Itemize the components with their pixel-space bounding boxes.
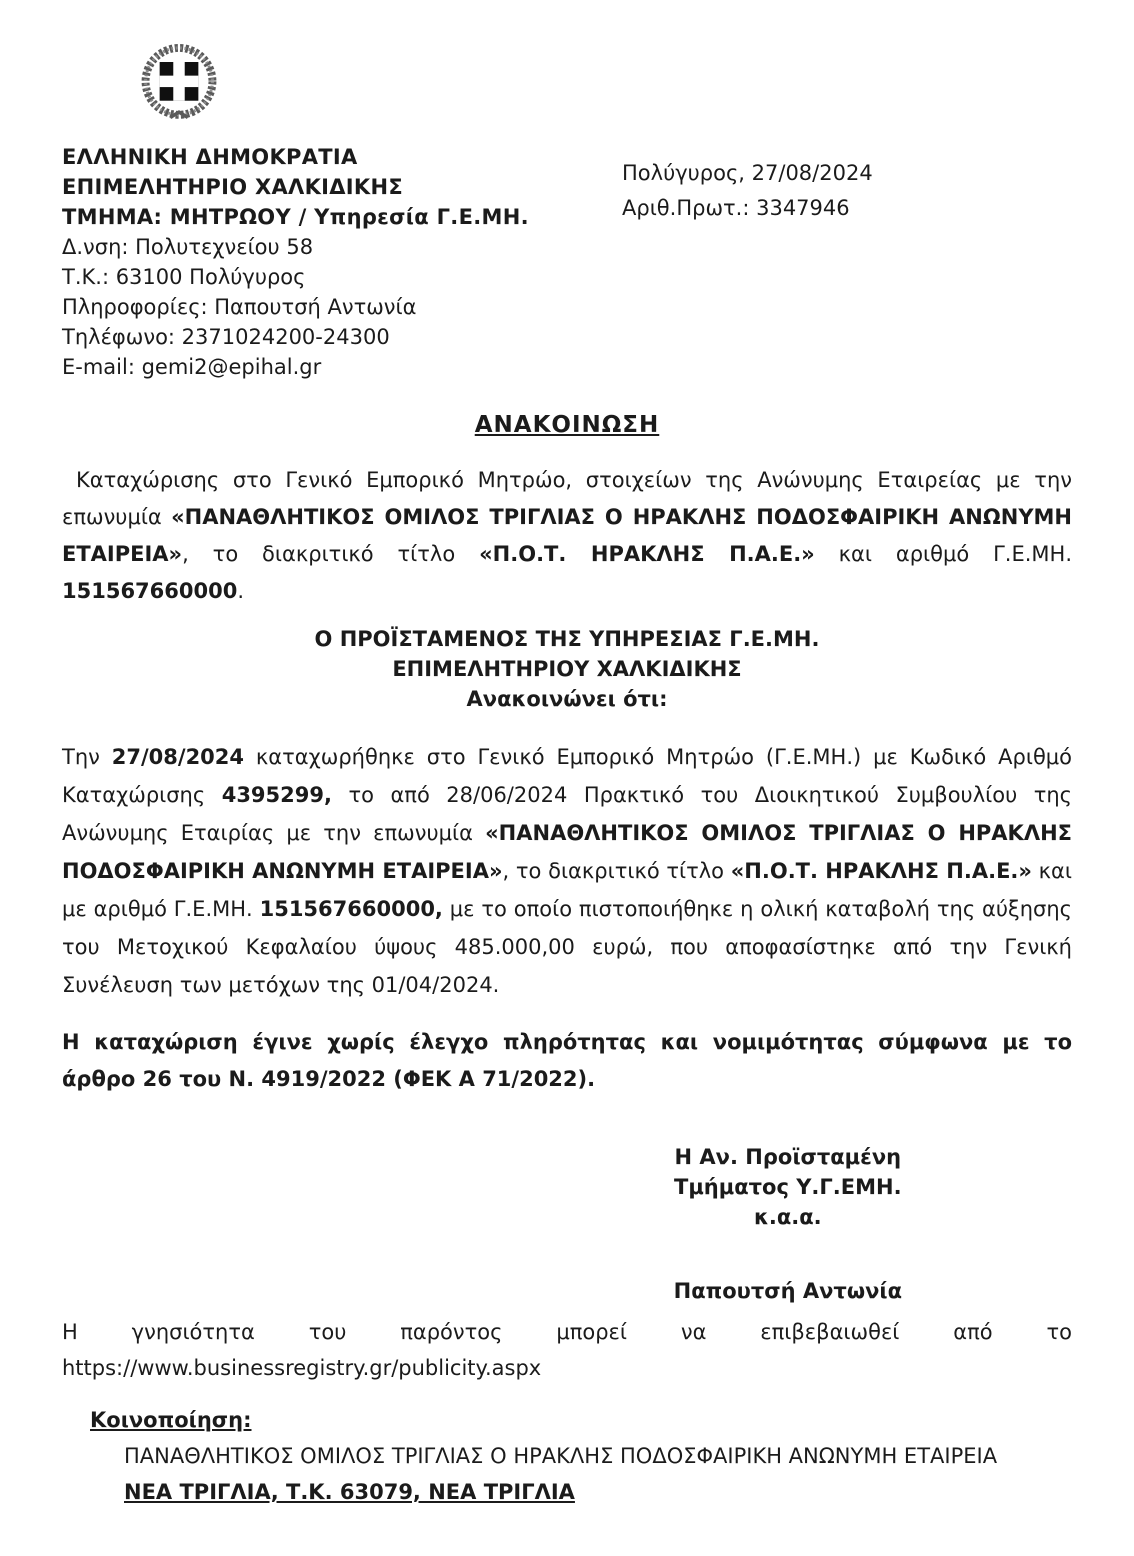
sender-email: E-mail: gemi2@epihal.gr: [62, 355, 322, 379]
signer-name: Παπουτσή Αντωνία: [673, 1279, 902, 1303]
authority-line-2: ΕΠΙΜΕΛΗΤΗΡΙΟΥ ΧΑΛΚΙΔΙΚΗΣ: [392, 657, 742, 681]
distribution-company: ΠΑΝΑΘΛΗΤΙΚΟΣ ΟΜΙΛΟΣ ΤΡΙΓΛΙΑΣ Ο ΗΡΑΚΛΗΣ ΠΟΔΟΣΦΑΙΡΙΚΗ ΑΝΩΝΥΜΗ ΕΤΑΙΡΕΙΑ: [124, 1444, 998, 1468]
sender-contact-person: Πληροφορίες: Παπουτσή Αντωνία: [62, 295, 417, 319]
sender-phone: Τηλέφωνο: 2371024200-24300: [62, 325, 390, 349]
sender-organization: ΕΠΙΜΕΛΗΤΗΡΙΟ ΧΑΛΚΙΔΙΚΗΣ: [62, 175, 404, 199]
document-header: [62, 142, 1072, 382]
sender-block: [62, 142, 622, 382]
signature-area: [62, 1142, 1072, 1306]
greek-coat-of-arms-icon: [134, 40, 224, 128]
signature-block: [674, 1142, 902, 1306]
sender-country: ΕΛΛΗΝΙΚΗ ΔΗΜΟΚΡΑΤΙΑ: [62, 145, 358, 169]
document-title: ΑΝΑΚΟΙΝΩΣΗ: [474, 412, 660, 438]
protocol-number: Αριθ.Πρωτ.: 3347946: [622, 196, 850, 220]
body-paragraph: Την 27/08/2024 καταχωρήθηκε στο Γενικό Εμπορικό Μητρώο (Γ.Ε.ΜΗ.) με Κωδικό Αριθμό Καταχώρισης 4395299, το από 28/06/2024 Πρακτικό του Διοικητικού Συμβουλίου της Ανώνυμης Εταιρίας με την επωνυμία «ΠΑΝΑΘΛΗΤΙΚΟΣ ΟΜΙΛΟΣ ΤΡΙΓΛΙΑΣ Ο ΗΡΑΚΛΗΣ ΠΟΔΟΣΦΑΙΡΙΚΗ ΑΝΩΝΥΜΗ ΕΤΑΙΡΕΙΑ», το διακριτικό τίτλο «Π.Ο.Τ. ΗΡΑΚΛΗΣ Π.Α.Ε.» και με αριθμό Γ.Ε.ΜΗ. 151567660000, με το οποίο πιστοποιήθηκε η ολική καταβολή της αύξησης του Μετοχικού Κεφαλαίου ύψους 485.000,00 ευρώ, που αποφασίστηκε από την Γενική Συνέλευση των μετόχων της 01/04/2024.: [62, 745, 1073, 997]
verification-text: Η γνησιότητα του παρόντος μπορεί να επιβεβαιωθεί από το: [62, 1320, 1072, 1344]
signer-role-line-3: κ.α.α.: [753, 1205, 822, 1229]
sender-address: Δ.νση: Πολυτεχνείου 58: [62, 235, 314, 259]
signer-role-line-1: Η Αν. Προϊσταμένη: [674, 1145, 902, 1169]
sender-postal-code: Τ.Κ.: 63100 Πολύγυρος: [62, 265, 306, 289]
verification-url: https://www.businessregistry.gr/publicity.aspx: [62, 1356, 542, 1380]
sender-department: ΤΜΗΜΑ: ΜΗΤΡΩΟΥ / Υπηρεσία Γ.Ε.ΜΗ.: [62, 205, 529, 229]
verification-note: [62, 1314, 1072, 1386]
authority-line-3: Ανακοινώνει ότι:: [466, 687, 668, 711]
date-protocol-block: [622, 142, 873, 382]
distribution-section: [62, 1402, 1072, 1510]
place-and-date: Πολύγυρος, 27/08/2024: [622, 161, 873, 185]
legal-note: Η καταχώριση έγινε χωρίς έλεγχο πληρότητας και νομιμότητας σύμφωνα με το άρθρο 26 του Ν. 4919/2022 (ΦΕΚ Α 71/2022).: [62, 1030, 1072, 1091]
signer-role-line-2: Τμήματος Υ.Γ.ΕΜΗ.: [674, 1175, 902, 1199]
distribution-label: Κοινοποίηση:: [90, 1408, 252, 1432]
blank-space: [62, 1306, 1072, 1314]
authority-line-1: Ο ΠΡΟΪΣΤΑΜΕΝΟΣ ΤΗΣ ΥΠΗΡΕΣΙΑΣ Γ.Ε.ΜΗ.: [314, 627, 820, 651]
distribution-address: ΝΕΑ ΤΡΙΓΛΙΑ, Τ.Κ. 63079, ΝΕΑ ΤΡΙΓΛΙΑ: [124, 1480, 575, 1504]
intro-paragraph: Καταχώρισης στο Γενικό Εμπορικό Μητρώο, στοιχείων της Ανώνυμης Εταιρείας με την επωνυμία «ΠΑΝΑΘΛΗΤΙΚΟΣ ΟΜΙΛΟΣ ΤΡΙΓΛΙΑΣ Ο ΗΡΑΚΛΗΣ ΠΟΔΟΣΦΑΙΡΙΚΗ ΑΝΩΝΥΜΗ ΕΤΑΙΡΕΙΑ», το διακριτικό τίτλο «Π.Ο.Τ. ΗΡΑΚΛΗΣ Π.Α.Ε.» και αριθμό Γ.Ε.ΜΗ. 151567660000.: [62, 468, 1073, 603]
authority-heading: [62, 624, 1072, 714]
